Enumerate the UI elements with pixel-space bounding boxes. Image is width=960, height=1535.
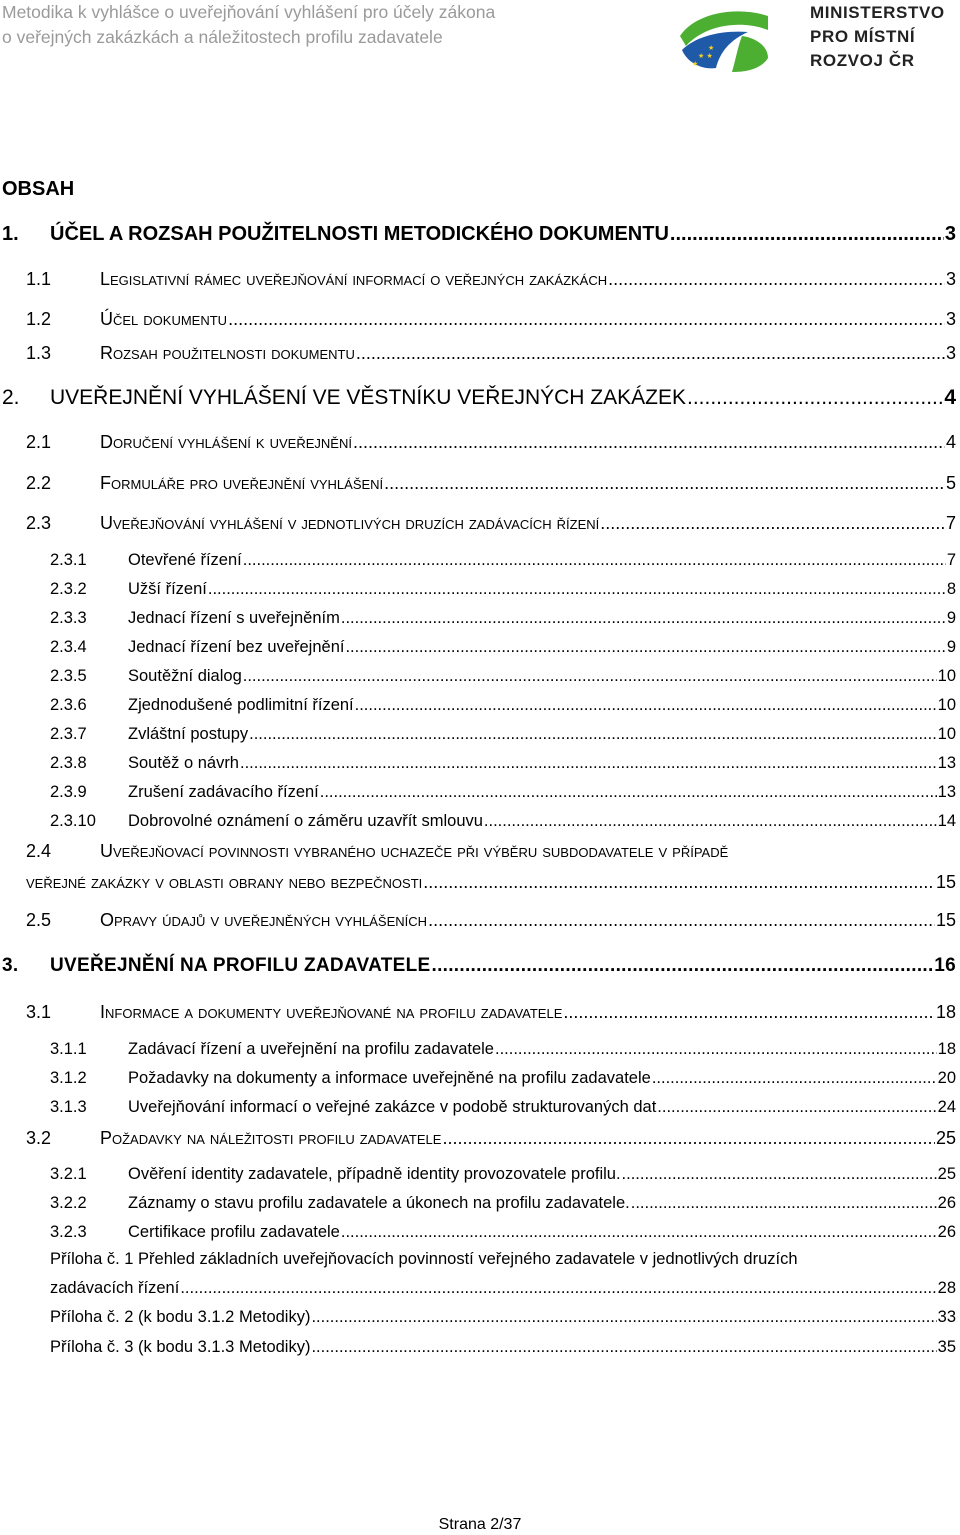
toc-entry-page: 26 (937, 1194, 956, 1212)
toc-entry-label: Jednací řízení s uveřejněním (128, 609, 340, 627)
toc-entry-page: 8 (946, 580, 956, 598)
toc-entry-label: Formuláře pro uveřejnění vyhlášení (100, 473, 384, 493)
toc-entry-page: 5 (945, 473, 956, 493)
toc-entry-label: Příloha č. 3 (k bodu 3.1.3 Metodiky) (50, 1338, 311, 1356)
toc-entry-page: 10 (937, 725, 956, 743)
toc-entry-2-3-7[interactable] (50, 725, 956, 744)
toc-leader-dots (442, 1128, 935, 1149)
toc-entry-2-3-5[interactable] (50, 667, 956, 686)
toc-entry-label-line1: Uveřejňovací povinnosti vybraného uchazeče při výběru subdodavatele v případě (100, 841, 729, 861)
toc-entry-page: 3 (944, 223, 956, 245)
toc-entry-label: Užší řízení (128, 580, 207, 598)
toc-leader-dots (622, 1165, 937, 1184)
toc-entry-2[interactable] (2, 386, 956, 410)
toc-entry-page: 25 (935, 1128, 956, 1148)
toc-entry-label-line2: veřejné zakázky v oblasti obrany nebo bezpečnosti (26, 872, 423, 892)
toc-entry-2-3-1[interactable] (50, 551, 956, 570)
toc-entry-2-5[interactable] (26, 910, 956, 931)
toc-entry-number: 3.1.2 (50, 1069, 87, 1087)
toc-entry-label-line1: Příloha č. 1 Přehled základních uveřejňovacích povinností veřejného zadavatele v jednotlivých druzích (50, 1250, 798, 1268)
toc-entry-label: Jednací řízení bez uveřejnění (128, 638, 345, 656)
toc-entry-label: Požadavky na náležitosti profilu zadavatele (100, 1128, 442, 1148)
toc-entry-label: Opravy údajů v uveřejněných vyhlášeních (100, 910, 428, 930)
toc-entry-label: ÚČEL A ROZSAH POUŽITELNOSTI METODICKÉHO DOKUMENTU (50, 223, 669, 245)
toc-entry-page: 7 (945, 513, 956, 533)
toc-entry-1[interactable] (2, 223, 956, 246)
toc-leader-dots (311, 1338, 936, 1357)
toc-entry-2-3-2[interactable] (50, 580, 956, 599)
toc-entry-number: 2.3.3 (50, 609, 87, 627)
toc-leader-dots (652, 1069, 937, 1088)
toc-entry-page: 10 (937, 696, 956, 714)
toc-leader-dots (353, 432, 945, 453)
toc-entry-label: Soutěž o návrh (128, 754, 239, 772)
toc-entry-page: 26 (937, 1223, 956, 1241)
toc-leader-dots (608, 269, 945, 290)
toc-entry-page: 14 (937, 812, 956, 830)
toc-entry-number: 2.3.6 (50, 696, 87, 714)
toc-entry-page: 3 (945, 309, 956, 329)
toc-entry-page: 4 (945, 432, 956, 452)
toc-entry-label: UVEŘEJNĚNÍ VYHLÁŠENÍ VE VĚSTNÍKU VEŘEJNÝCH ZAKÁZEK (50, 386, 686, 409)
toc-entry-2-3-9[interactable] (50, 783, 956, 802)
toc-entry-2-3-8[interactable] (50, 754, 956, 773)
toc-leader-dots (208, 580, 946, 599)
toc-entry-number: 3.1.3 (50, 1098, 87, 1116)
toc-entry-appendix-3[interactable] (50, 1338, 956, 1357)
toc-leader-dots (228, 309, 945, 330)
toc-entry-label: Rozsah použitelnosti dokumentu (100, 343, 355, 363)
toc-entry-1-1[interactable] (26, 269, 956, 290)
toc-entry-page: 15 (935, 910, 956, 930)
svg-text:★: ★ (708, 44, 715, 52)
toc-leader-dots (345, 638, 945, 657)
toc-leader-dots (356, 343, 945, 364)
toc-entry-page: 3 (945, 343, 956, 363)
toc-entry-label: Zadávací řízení a uveřejnění na profilu zadavatele (128, 1040, 494, 1058)
toc-entry-page: 25 (937, 1165, 956, 1183)
toc-entry-label: Zvláštní postupy (128, 725, 249, 743)
toc-entry-label: Legislativní rámec uveřejňování informací o veřejných zakázkách (100, 269, 608, 289)
toc-leader-dots (687, 386, 943, 410)
toc-entry-number: 2.5 (26, 910, 52, 930)
toc-entry-label: Dobrovolné oznámení o záměru uzavřít smlouvu (128, 812, 483, 830)
ministry-line1: MINISTERSTVO (810, 3, 945, 22)
toc-entry-label: Informace a dokumenty uveřejňované na profilu zadavatele (100, 1002, 563, 1022)
toc-entry-label: Zjednodušené podlimitní řízení (128, 696, 354, 714)
toc-entry-number: 2.3.1 (50, 551, 87, 569)
ministry-line2: PRO MÍSTNÍ (810, 27, 916, 46)
toc-entry-number: 2.3.7 (50, 725, 87, 743)
toc-entry-3-1-2[interactable] (50, 1069, 956, 1088)
toc-entry-number: 3.2.1 (50, 1165, 87, 1183)
toc-entry-3-1-1[interactable] (50, 1040, 956, 1059)
toc-entry-2-1[interactable] (26, 432, 956, 453)
toc-entry-number: 3.2.2 (50, 1194, 87, 1212)
toc-entry-number: 2.3.5 (50, 667, 87, 685)
toc-leader-dots (320, 783, 937, 802)
toc-entry-number: 2.3 (26, 513, 52, 533)
toc-entry-page: 28 (937, 1279, 956, 1297)
toc-entry-page: 4 (944, 386, 956, 409)
toc-leader-dots (240, 754, 937, 773)
toc-entry-number: 3. (2, 955, 19, 976)
toc-entry-number: 3.2 (26, 1128, 52, 1148)
toc-entry-page: 3 (945, 269, 956, 289)
toc-entry-label: Otevřené řízení (128, 551, 242, 569)
toc-leader-dots (311, 1308, 936, 1327)
toc-entry-label: Soutěžní dialog (128, 667, 242, 685)
toc-entry-2-3-3[interactable] (50, 609, 956, 628)
toc-entry-label: Ověření identity zadavatele, případně identity provozovatele profilu. (128, 1165, 621, 1183)
toc-heading: OBSAH (2, 178, 75, 200)
toc-entry-page: 18 (935, 1002, 956, 1022)
toc-entry-number: 3.1.1 (50, 1040, 87, 1058)
toc-leader-dots (180, 1279, 936, 1298)
toc-entry-appendix-1[interactable] (50, 1250, 956, 1298)
toc-entry-label: Certifikace profilu zadavatele (128, 1223, 340, 1241)
toc-entry-3-2-1[interactable] (50, 1165, 956, 1184)
toc-entry-label-line2: zadávacích řízení (50, 1279, 180, 1297)
toc-entry-page: 10 (937, 667, 956, 685)
toc-entry-label: Zrušení zadávacího řízení (128, 783, 319, 801)
toc-entry-number: 2.3.9 (50, 783, 87, 801)
toc-leader-dots (563, 1002, 935, 1023)
toc-leader-dots (495, 1040, 937, 1059)
toc-entry-1-2[interactable] (26, 309, 956, 330)
toc-entry-3-2[interactable] (26, 1128, 956, 1149)
toc-entry-number: 3.1 (26, 1002, 52, 1022)
toc-leader-dots (631, 1194, 937, 1213)
toc-entry-number: 2.3.8 (50, 754, 87, 772)
toc-leader-dots (355, 696, 937, 715)
toc-entry-2-3-6[interactable] (50, 696, 956, 715)
toc-entry-label: Záznamy o stavu profilu zadavatele a úkonech na profilu zadavatele. (128, 1194, 630, 1212)
toc-entry-page: 33 (937, 1308, 956, 1326)
toc-entry-label: Účel dokumentu (100, 309, 228, 329)
toc-entry-label: Příloha č. 2 (k bodu 3.1.2 Metodiky) (50, 1308, 311, 1326)
toc-entry-2-3-10[interactable] (50, 812, 956, 831)
toc-entry-page: 35 (937, 1338, 956, 1356)
header-title-line2: o veřejných zakázkách a náležitostech profilu zadavatele (2, 27, 443, 47)
toc-entry-3-1[interactable] (26, 1002, 956, 1023)
toc-leader-dots (431, 955, 933, 977)
toc-entry-number: 3.2.3 (50, 1223, 87, 1241)
toc-leader-dots (249, 725, 937, 744)
svg-text:★ ★: ★ ★ (698, 52, 713, 60)
toc-entry-number: 2.4 (26, 841, 52, 861)
toc-entry-label: Uveřejňování informací o veřejné zakázce v podobě strukturovaných dat (128, 1098, 657, 1116)
toc-entry-3-2-3[interactable] (50, 1223, 956, 1242)
toc-entry-number: 2.3.2 (50, 580, 87, 598)
toc-entry-page: 24 (937, 1098, 956, 1116)
toc-entry-number: 1.2 (26, 309, 52, 329)
toc-entry-3-2-2[interactable] (50, 1194, 956, 1213)
toc-entry-page: 16 (934, 955, 956, 976)
toc-leader-dots (423, 872, 935, 893)
ministry-line3: ROZVOJ ČR (810, 51, 915, 70)
toc-entry-number: 1.1 (26, 269, 52, 289)
toc-leader-dots (600, 513, 945, 534)
toc-entry-page: 18 (937, 1040, 956, 1058)
toc-leader-dots (341, 609, 946, 628)
toc-leader-dots (384, 473, 945, 494)
toc-entry-number: 2. (2, 386, 20, 409)
header-title-line1: Metodika k vyhlášce o uveřejňování vyhlášení pro účely zákona (2, 2, 496, 22)
toc-entry-2-3[interactable] (26, 513, 956, 534)
toc-leader-dots (243, 667, 937, 686)
toc-entry-number: 2.3.10 (50, 812, 96, 830)
toc-entry-3-1-3[interactable] (50, 1098, 956, 1117)
toc-leader-dots (484, 812, 937, 831)
toc-entry-label: Požadavky na dokumenty a informace uveřejněné na profilu zadavatele (128, 1069, 651, 1087)
toc-entry-2-3-4[interactable] (50, 638, 956, 657)
toc-entry-3[interactable] (2, 955, 956, 977)
toc-entry-page: 7 (946, 551, 956, 569)
page-number: Strana 2/37 (438, 1516, 522, 1533)
toc-leader-dots (428, 910, 935, 931)
toc-entry-page: 9 (946, 609, 956, 627)
toc-entry-page: 13 (937, 754, 956, 772)
toc-entry-number: 1. (2, 223, 19, 245)
toc-entry-page: 13 (937, 783, 956, 801)
toc-entry-page: 20 (937, 1069, 956, 1087)
toc-entry-page: 15 (935, 872, 956, 892)
toc-entry-number: 2.3.4 (50, 638, 87, 656)
toc-leader-dots (657, 1098, 936, 1117)
toc-leader-dots (243, 551, 946, 570)
toc-entry-page: 9 (946, 638, 956, 656)
toc-entry-appendix-2[interactable] (50, 1308, 956, 1327)
toc-entry-label: Doručení vyhlášení k uveřejnění (100, 432, 352, 452)
toc-entry-2-4[interactable] (26, 841, 956, 893)
svg-text:★: ★ (692, 60, 699, 68)
toc-entry-number: 2.1 (26, 432, 52, 452)
toc-entry-label: UVEŘEJNĚNÍ NA PROFILU ZADAVATELE (50, 955, 431, 976)
toc-leader-dots (670, 223, 944, 246)
toc-entry-label: Uveřejňování vyhlášení v jednotlivých druzích zadávacích řízení (100, 513, 600, 533)
toc-entry-number: 1.3 (26, 343, 52, 363)
toc-entry-1-3[interactable] (26, 343, 956, 364)
toc-entry-number: 2.2 (26, 473, 52, 493)
toc-entry-2-2[interactable] (26, 473, 956, 494)
toc-leader-dots (341, 1223, 937, 1242)
